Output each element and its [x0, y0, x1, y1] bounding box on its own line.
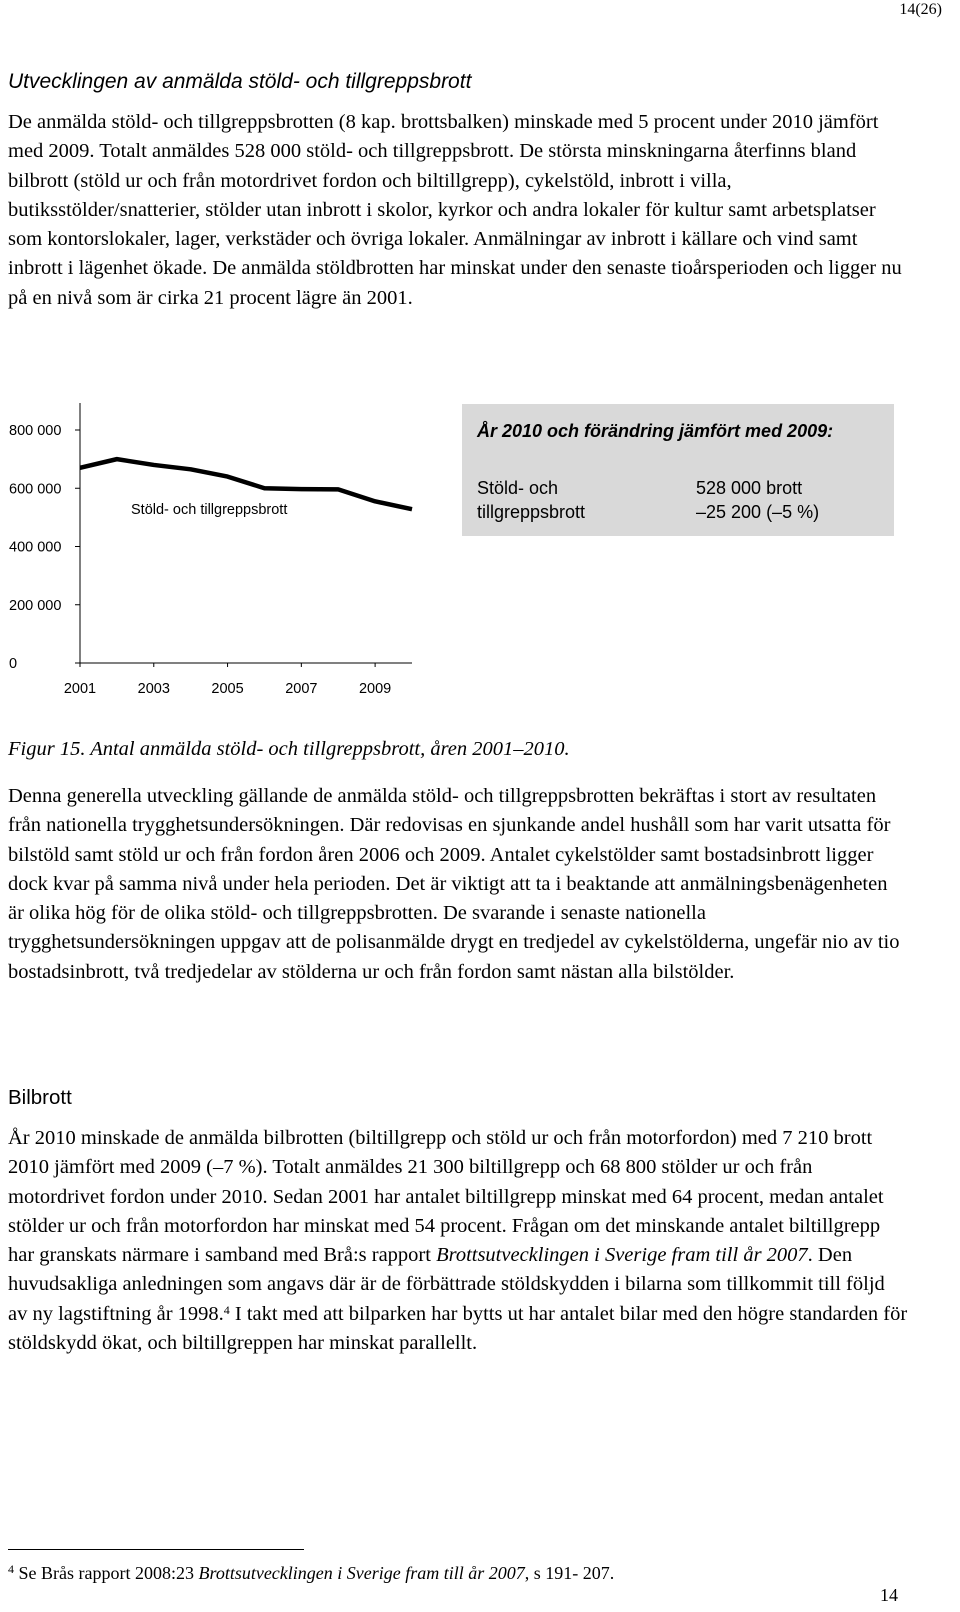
y-axis-ticks — [9, 423, 80, 672]
x-tick-label: 2007 — [285, 681, 318, 697]
footnote-number: 4 — [8, 1562, 14, 1576]
bilbrott-text-c: I takt med att bilparken har bytts ut har antalet bilar med den högre standarden för stöldskydd ökat, och biltillgreppen har minskat parallellt. — [8, 1302, 908, 1355]
footnote-reference[interactable]: 4 — [223, 1302, 230, 1317]
footnote-divider — [8, 1549, 304, 1550]
y-tick-label: 200 000 — [9, 597, 62, 614]
figure-caption: Figur 15. Antal anmälda stöld- och tillgreppsbrott, åren 2001–2010. — [8, 738, 570, 760]
page-number-header: 14(26) — [899, 1, 942, 18]
bilbrott-text-a: År 2010 minskade de anmälda bilbrotten (biltillgrepp och stöld ur och från motorfordon) med 7 210 brott 2010 jämfört med 2009 (–7 %). Totalt anmäldes 21 300 biltillgrepp och 68 800 stölder ur och från motordrivet fordon under 2010. Sedan 2001 har antalet biltillgrepp minskat med 64 procent, medan antalet stölder ur och från motorfordon har minskat med 54 procent. Frågan om det minskande antalet biltillgrepp har granskats närmare i samband med Brå:s rapport — [8, 1127, 884, 1267]
bilbrott-text-b: . Den huvudsakliga anledningen som angavs där är de förbättrade stöldskydden i bilarna som tillkommit till följd av ny lagstiftning år 1998. — [8, 1244, 885, 1325]
y-tick-label: 800 000 — [9, 423, 62, 439]
x-tick-label: 2009 — [358, 681, 392, 697]
summary-box-label: Stöld- och tillgreppsbrott — [477, 478, 586, 522]
intro-paragraph — [8, 108, 908, 313]
footnote — [8, 1561, 614, 1585]
summary-box-change: –25 200 (–5 %) — [696, 502, 820, 522]
page-number-footer: 14 — [880, 1585, 898, 1605]
x-tick-label: 2005 — [211, 681, 244, 697]
summary-box — [462, 404, 894, 536]
summary-box-value — [696, 476, 886, 524]
footnote-text-a: Se Brås rapport 2008:23 — [14, 1563, 199, 1583]
bilbrott-paragraph-text — [8, 1124, 908, 1358]
y-tick-label: 0 — [9, 656, 18, 672]
summary-box-count: 528 000 brott — [696, 478, 803, 498]
y-tick-label: 600 000 — [9, 481, 62, 498]
subsection-heading-bilbrott: Bilbrott — [8, 1086, 72, 1109]
summary-box-title: År 2010 och förändring jämfört med 2009: — [477, 421, 834, 441]
x-tick-label: 2001 — [63, 681, 97, 697]
section-heading: Utvecklingen av anmälda stöld- och tillgreppsbrott — [8, 70, 472, 93]
series-label: Stöld- och tillgreppsbrott — [131, 502, 288, 518]
y-tick-label: 400 000 — [9, 539, 62, 556]
intro-paragraph-text: De anmälda stöld- och tillgreppsbrotten (8 kap. brottsbalken) minskade med 5 procent under 2010 jämfört med 2009. Totalt anmäldes 528 000 stöld- och tillgreppsbrott. De största minskningarna återfinns bland bilbrott (stöld ur och från motordrivet fordon och biltillgrepp), cykelstöld, inbrott i villa, butiksstölder/snatterier, stölder utan inbrott i skolor, kyrkor och andra lokaler för kultur samt arbetsplatser som kontorslokaler, lager, verkstäder och övriga lokaler. Anmälningar av inbrott i källare och vind samt inbrott i lägenhet ökade. De anmälda stöldbrotten har minskat under den senaste tioårsperioden och ligger nu på en nivå som är cirka 21 procent lägre än 2001. — [8, 111, 902, 309]
x-tick-label: 2003 — [137, 681, 170, 697]
second-paragraph — [8, 782, 908, 987]
footnote-report-title: Brottsutvecklingen i Sverige fram till år 2007 — [198, 1563, 525, 1583]
x-axis-ticks — [64, 663, 391, 697]
footnote-text-b: , s 191- 207. — [524, 1563, 615, 1583]
report-title: Brottsutvecklingen i Sverige fram till år 2007 — [436, 1244, 808, 1267]
bilbrott-paragraph — [8, 1124, 908, 1358]
line-chart — [0, 400, 440, 710]
second-paragraph-text: Denna generella utveckling gällande de anmälda stöld- och tillgreppsbrotten bekräftas i stort av resultaten från nationella trygghetsundersökningen. Där redovisas en sjunkande andel hushåll som har varit utsatta för bilstöld samt stöld ur och från fordon åren 2006 och 2009. Antalet cykelstölder samt bostadsinbrott ligger dock kvar på samma nivå under hela perioden. Det är viktigt att ta i beaktande att anmälningsbenägenheten är olika hög för de olika stöld- och tillgreppsbrotten. De svarande i senaste nationella trygghetsundersökningen uppgav att de polisanmälde drygt en tredjedel av cykelstölderna, ungefär nio av tio bostadsinbrott, två tredjedelar av stölderna ur och från fordon samt nästan alla bilstölder. — [8, 785, 900, 983]
